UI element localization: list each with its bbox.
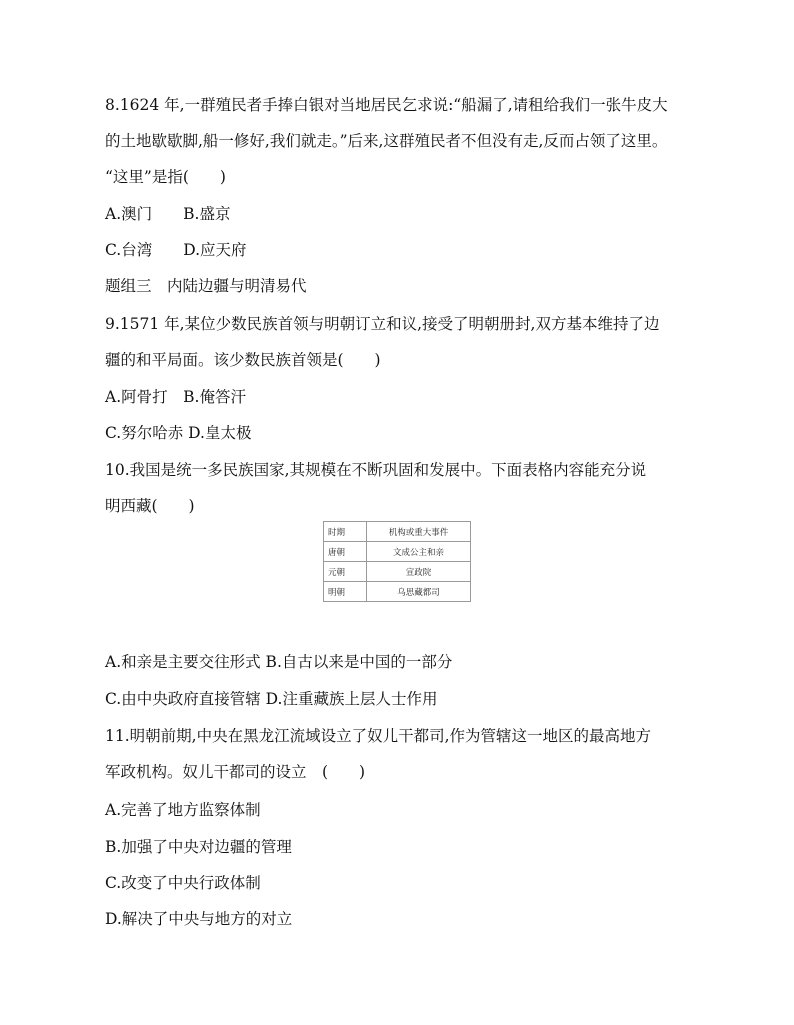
q11-option-a: A.完善了地方监察体制 [105, 801, 261, 819]
history-table-grid [323, 521, 471, 602]
q8-options-row1: A.澳门 B.盛京 [105, 205, 231, 223]
q8-stem-line3: “这里”是指( ) [105, 168, 226, 186]
table-cell: 乌思藏都司 [367, 582, 471, 602]
table-row [324, 582, 471, 602]
q9-options-row2: C.努尔哈赤 D.皇太极 [105, 424, 252, 442]
table-cell: 文成公主和亲 [367, 542, 471, 562]
table-header-cell: 机构或重大事件 [367, 522, 471, 542]
q9-stem-line2: 疆的和平局面。该少数民族首领是( ) [105, 351, 381, 369]
table-row [324, 562, 471, 582]
q11-stem-line2: 军政机构。奴儿干都司的设立 ( ) [105, 763, 366, 781]
history-table [323, 521, 471, 605]
table-cell: 唐朝 [324, 542, 367, 562]
table-row [324, 542, 471, 562]
q11-option-d: D.解决了中央与地方的对立 [105, 910, 293, 928]
table-cell: 元朝 [324, 562, 367, 582]
section-title: 题组三 内陆边疆与明清易代 [105, 277, 307, 295]
q9-options-row1: A.阿骨打 B.俺答汗 [105, 388, 246, 406]
q8-stem-line2: 的土地歇歇脚,船一修好,我们就走。”后来,这群殖民者不但没有走,反而占领了这里。 [105, 132, 668, 150]
q10-options-row1: A.和亲是主要交往形式 B.自古以来是中国的一部分 [105, 653, 453, 671]
q10-options-row2: C.由中央政府直接管辖 D.注重藏族上层人士作用 [105, 690, 438, 708]
q11-stem-line1: 11.明朝前期,中央在黑龙江流域设立了奴儿干都司,作为管辖这一地区的最高地方 [105, 727, 652, 745]
table-header-cell: 时期 [324, 522, 367, 542]
q10-stem-line1: 10.我国是统一多民族国家,其规模在不断巩固和发展中。下面表格内容能充分说 [105, 461, 647, 479]
q9-stem-line1: 9.1571 年,某位少数民族首领与明朝订立和议,接受了明朝册封,双方基本维持了边 [105, 315, 660, 333]
q8-stem-line1: 8.1624 年,一群殖民者手捧白银对当地居民乞求说:“船漏了,请租给我们一张牛皮大 [105, 96, 668, 114]
q11-option-b: B.加强了中央对边疆的管理 [105, 838, 292, 856]
table-cell: 宣政院 [367, 562, 471, 582]
q10-stem-line2: 明西藏( ) [105, 497, 195, 515]
q11-option-c: C.改变了中央行政体制 [105, 874, 261, 892]
q8-options-row2: C.台湾 D.应天府 [105, 241, 247, 259]
table-cell: 明朝 [324, 582, 367, 602]
table-header-row [324, 522, 471, 542]
